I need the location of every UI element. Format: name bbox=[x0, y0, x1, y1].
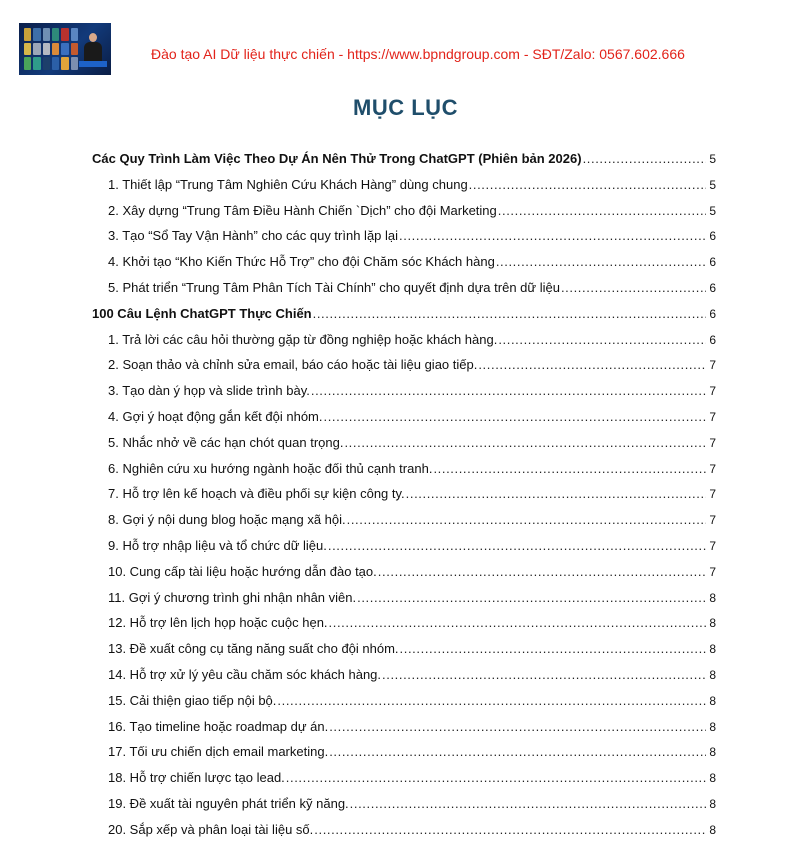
toc-page-number: 8 bbox=[709, 771, 716, 786]
toc-page-number: 7 bbox=[709, 358, 716, 373]
dot-leader bbox=[433, 460, 706, 478]
dot-leader bbox=[496, 253, 706, 271]
toc-entry[interactable] bbox=[92, 382, 716, 408]
dot-leader bbox=[344, 434, 706, 452]
book-covers-graphic bbox=[24, 28, 78, 70]
toc-entry-text: 15. Cải thiện giao tiếp nội bộ. bbox=[108, 692, 277, 708]
dot-leader bbox=[382, 666, 706, 684]
dot-leader bbox=[478, 356, 706, 374]
toc-entry-text: 6. Nghiên cứu xu hướng ngành hoặc đối thủ cạnh tranh. bbox=[108, 460, 433, 476]
dot-leader bbox=[350, 795, 706, 813]
dot-leader bbox=[286, 769, 706, 787]
toc-entry[interactable] bbox=[92, 176, 716, 202]
toc-entry[interactable] bbox=[92, 743, 716, 769]
toc-page-number: 8 bbox=[709, 693, 716, 708]
toc-entry-text: 5. Phát triển “Trung Tâm Phân Tích Tài Chính” cho quyết định dựa trên dữ liệu bbox=[108, 279, 560, 295]
dot-leader bbox=[357, 589, 706, 607]
toc-entry[interactable] bbox=[92, 356, 716, 382]
toc-entry-text: 1. Trả lời các câu hỏi thường gặp từ đồng nghiệp hoặc khách hàng. bbox=[108, 331, 498, 347]
page-title: MỤC LỤC bbox=[353, 95, 458, 120]
dot-leader bbox=[313, 305, 706, 323]
toc-page-number: 7 bbox=[709, 384, 716, 399]
toc-page-number: 8 bbox=[709, 616, 716, 631]
header-logo-image bbox=[19, 23, 111, 75]
toc-entry-text: 100 Câu Lệnh ChatGPT Thực Chiến bbox=[92, 305, 312, 321]
toc-entry[interactable] bbox=[92, 460, 716, 486]
toc-entry[interactable] bbox=[92, 227, 716, 253]
toc-page-number: 6 bbox=[709, 306, 716, 321]
toc-page-number: 8 bbox=[709, 719, 716, 734]
toc-entry-text: 8. Gợi ý nội dung blog hoặc mạng xã hội. bbox=[108, 512, 346, 528]
toc-entry-text: 2. Soạn thảo và chỉnh sửa email, báo cáo hoặc tài liệu giao tiếp. bbox=[108, 357, 478, 373]
dot-leader bbox=[329, 614, 706, 632]
toc-entry-text: Các Quy Trình Làm Việc Theo Dự Án Nên Thử Trong ChatGPT (Phiên bản 2026) bbox=[92, 151, 582, 166]
toc-section-heading[interactable] bbox=[92, 305, 716, 331]
toc-page-number: 7 bbox=[709, 435, 716, 450]
toc-entry-text: 16. Tạo timeline hoặc roadmap dự án. bbox=[108, 718, 329, 734]
dot-leader bbox=[329, 743, 706, 761]
toc-entry[interactable] bbox=[92, 537, 716, 563]
toc-entry-text: 4. Khởi tạo “Kho Kiến Thức Hỗ Trợ” cho đội Chăm sóc Khách hàng bbox=[108, 254, 495, 270]
toc-entry-text: 3. Tạo “Sổ Tay Vận Hành” cho các quy trình lặp lại bbox=[108, 228, 399, 244]
toc-page-number: 6 bbox=[709, 255, 716, 270]
dot-leader bbox=[314, 821, 706, 839]
toc-entry[interactable] bbox=[92, 253, 716, 279]
toc-entry-text: 11. Gợi ý chương trình ghi nhận nhân viên. bbox=[108, 589, 357, 605]
toc-page-number: 8 bbox=[709, 822, 716, 837]
dot-leader bbox=[329, 718, 706, 736]
toc-page-number: 7 bbox=[709, 461, 716, 476]
toc-entry[interactable] bbox=[92, 692, 716, 718]
toc-entry-text: 18. Hỗ trợ chiến lược tạo lead. bbox=[108, 770, 285, 786]
dot-leader bbox=[324, 408, 707, 426]
toc-page-number: 7 bbox=[709, 538, 716, 553]
toc-page-number: 6 bbox=[709, 332, 716, 347]
toc-entry[interactable] bbox=[92, 614, 716, 640]
toc-entry-text: 13. Đề xuất công cụ tăng năng suất cho đội nhóm. bbox=[108, 641, 399, 657]
dot-leader bbox=[583, 150, 706, 168]
dot-leader bbox=[378, 563, 706, 581]
toc-entry[interactable] bbox=[92, 202, 716, 228]
toc-entry[interactable] bbox=[92, 589, 716, 615]
toc-page-number: 6 bbox=[709, 229, 716, 244]
toc-entry-text: 1. Thiết lập “Trung Tâm Nghiên Cứu Khách Hàng” dùng chung bbox=[108, 176, 468, 192]
toc-entry-text: 10. Cung cấp tài liệu hoặc hướng dẫn đào tạo. bbox=[108, 563, 377, 579]
toc-entry[interactable] bbox=[92, 640, 716, 666]
toc-entry[interactable] bbox=[92, 434, 716, 460]
toc-entry[interactable] bbox=[92, 511, 716, 537]
toc-entry-text: 17. Tối ưu chiến dịch email marketing. bbox=[108, 744, 329, 760]
dot-leader bbox=[561, 279, 706, 297]
header-contact-text: Đào tạo AI Dữ liệu thực chiến - https://www.bpndgroup.com - SĐT/Zalo: 0567.602.666 bbox=[151, 46, 685, 62]
toc-page-number: 6 bbox=[709, 280, 716, 295]
toc-entry-text: 9. Hỗ trợ nhập liệu và tổ chức dữ liệu. bbox=[108, 537, 327, 553]
toc-entry[interactable] bbox=[92, 563, 716, 589]
dot-leader bbox=[347, 511, 706, 529]
dot-leader bbox=[328, 537, 706, 555]
dot-leader bbox=[469, 176, 706, 194]
toc-page-number: 8 bbox=[709, 796, 716, 811]
toc-entry-text: 7. Hỗ trợ lên kế hoạch và điều phối sự kiện công ty. bbox=[108, 486, 405, 502]
toc-page-number: 8 bbox=[709, 642, 716, 657]
toc-entry-text: 5. Nhắc nhở về các hạn chót quan trọng. bbox=[108, 434, 344, 450]
dot-leader bbox=[277, 692, 706, 710]
dot-leader bbox=[311, 382, 706, 400]
dot-leader bbox=[498, 202, 706, 220]
toc-section-heading[interactable] bbox=[92, 150, 716, 176]
toc-entry-text: 14. Hỗ trợ xử lý yêu cầu chăm sóc khách hàng. bbox=[108, 666, 382, 682]
toc-page-number: 7 bbox=[709, 487, 716, 502]
presenter-name-banner bbox=[79, 61, 107, 67]
toc-page-number: 8 bbox=[709, 667, 716, 682]
toc-page-number: 8 bbox=[709, 590, 716, 605]
toc-page-number: 7 bbox=[709, 513, 716, 528]
toc-page-number: 5 bbox=[709, 152, 716, 166]
toc-page-number: 7 bbox=[709, 409, 716, 424]
toc-page-number: 5 bbox=[709, 177, 716, 192]
toc-entry-text: 12. Hỗ trợ lên lịch họp hoặc cuộc hẹn. bbox=[108, 615, 328, 631]
toc-entry[interactable] bbox=[92, 279, 716, 305]
toc-entry[interactable] bbox=[92, 408, 716, 434]
toc-page-number: 7 bbox=[709, 564, 716, 579]
table-of-contents bbox=[92, 150, 716, 847]
toc-entry-text: 19. Đề xuất tài nguyên phát triển kỹ năng. bbox=[108, 795, 349, 811]
dot-leader bbox=[498, 331, 706, 349]
dot-leader bbox=[406, 485, 706, 503]
toc-page-number: 5 bbox=[709, 203, 716, 218]
dot-leader bbox=[399, 227, 706, 245]
dot-leader bbox=[400, 640, 706, 658]
toc-page-number: 8 bbox=[709, 745, 716, 760]
toc-entry-text: 2. Xây dựng “Trung Tâm Điều Hành Chiến `Dịch” cho đội Marketing bbox=[108, 202, 497, 218]
toc-entry-text: 20. Sắp xếp và phân loại tài liệu số. bbox=[108, 821, 314, 837]
toc-entry[interactable] bbox=[92, 718, 716, 744]
toc-entry[interactable] bbox=[92, 666, 716, 692]
toc-entry[interactable] bbox=[92, 331, 716, 357]
toc-entry[interactable] bbox=[92, 821, 716, 847]
toc-entry[interactable] bbox=[92, 485, 716, 511]
toc-entry[interactable] bbox=[92, 795, 716, 821]
toc-entry-text: 3. Tạo dàn ý họp và slide trình bày. bbox=[108, 383, 310, 399]
toc-entry[interactable] bbox=[92, 769, 716, 795]
toc-entry-text: 4. Gợi ý hoạt động gắn kết đội nhóm. bbox=[108, 408, 323, 424]
